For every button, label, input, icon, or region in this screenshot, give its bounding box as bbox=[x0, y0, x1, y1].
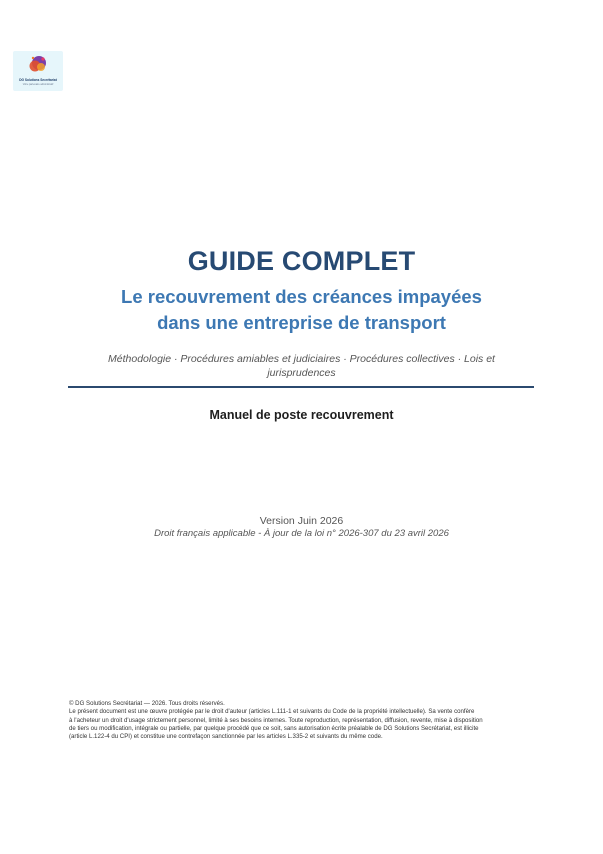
logo-tagline: Votre partenaire administratif bbox=[22, 83, 54, 86]
version-label: Version Juin 2026 bbox=[259, 515, 344, 527]
logo-company-name: DG Solutions Secrétariat bbox=[19, 78, 57, 82]
legal-text-line: de tiers ou modification, intégrale ou partielle, par quelque procédé que ce soit, sans autorisation écrite préalable de DG Solutions Secrétariat, est illicite bbox=[69, 724, 479, 732]
copyright-notice bbox=[69, 700, 535, 741]
topics-line-1: Méthodologie · Procédures amiables et judiciaires · Procédures collectives · Lois et bbox=[108, 353, 495, 365]
company-logo bbox=[13, 51, 63, 91]
document-subtitle-line-2: dans une entreprise de transport bbox=[157, 312, 446, 333]
topics-list bbox=[90, 352, 513, 380]
legal-text-line: (article L.122-4 du CPI) et constitue une contrefaçon sanctionnée par les articles L.335-2 et suivants du même code. bbox=[69, 733, 383, 741]
document-title: GUIDE COMPLET bbox=[187, 246, 416, 276]
document-subtitle-line-1: Le recouvrement des créances impayées bbox=[121, 286, 482, 307]
legal-text-line: à l'acheteur un droit d'usage strictement personnel, limité à ses besoins internes. Toute reproduction, représentation, diffusion, revente, mise à disposition bbox=[69, 716, 483, 724]
legal-text-line: Le présent document est une œuvre protégée par le droit d'auteur (articles L.111-1 et suivants du Code de la propriété intellectuelle). Sa vente confère bbox=[69, 708, 475, 716]
topics-line-2: jurisprudences bbox=[267, 367, 336, 379]
law-reference: Droit français applicable - À jour de la loi n° 2026-307 du 23 avril 2026 bbox=[154, 528, 449, 539]
divider-rule bbox=[68, 386, 534, 388]
copyright-line: © DG Solutions Secrétariat — 2026. Tous droits réservés. bbox=[69, 700, 225, 707]
manual-label: Manuel de poste recouvrement bbox=[209, 408, 394, 422]
logo-mark-icon bbox=[28, 54, 48, 76]
